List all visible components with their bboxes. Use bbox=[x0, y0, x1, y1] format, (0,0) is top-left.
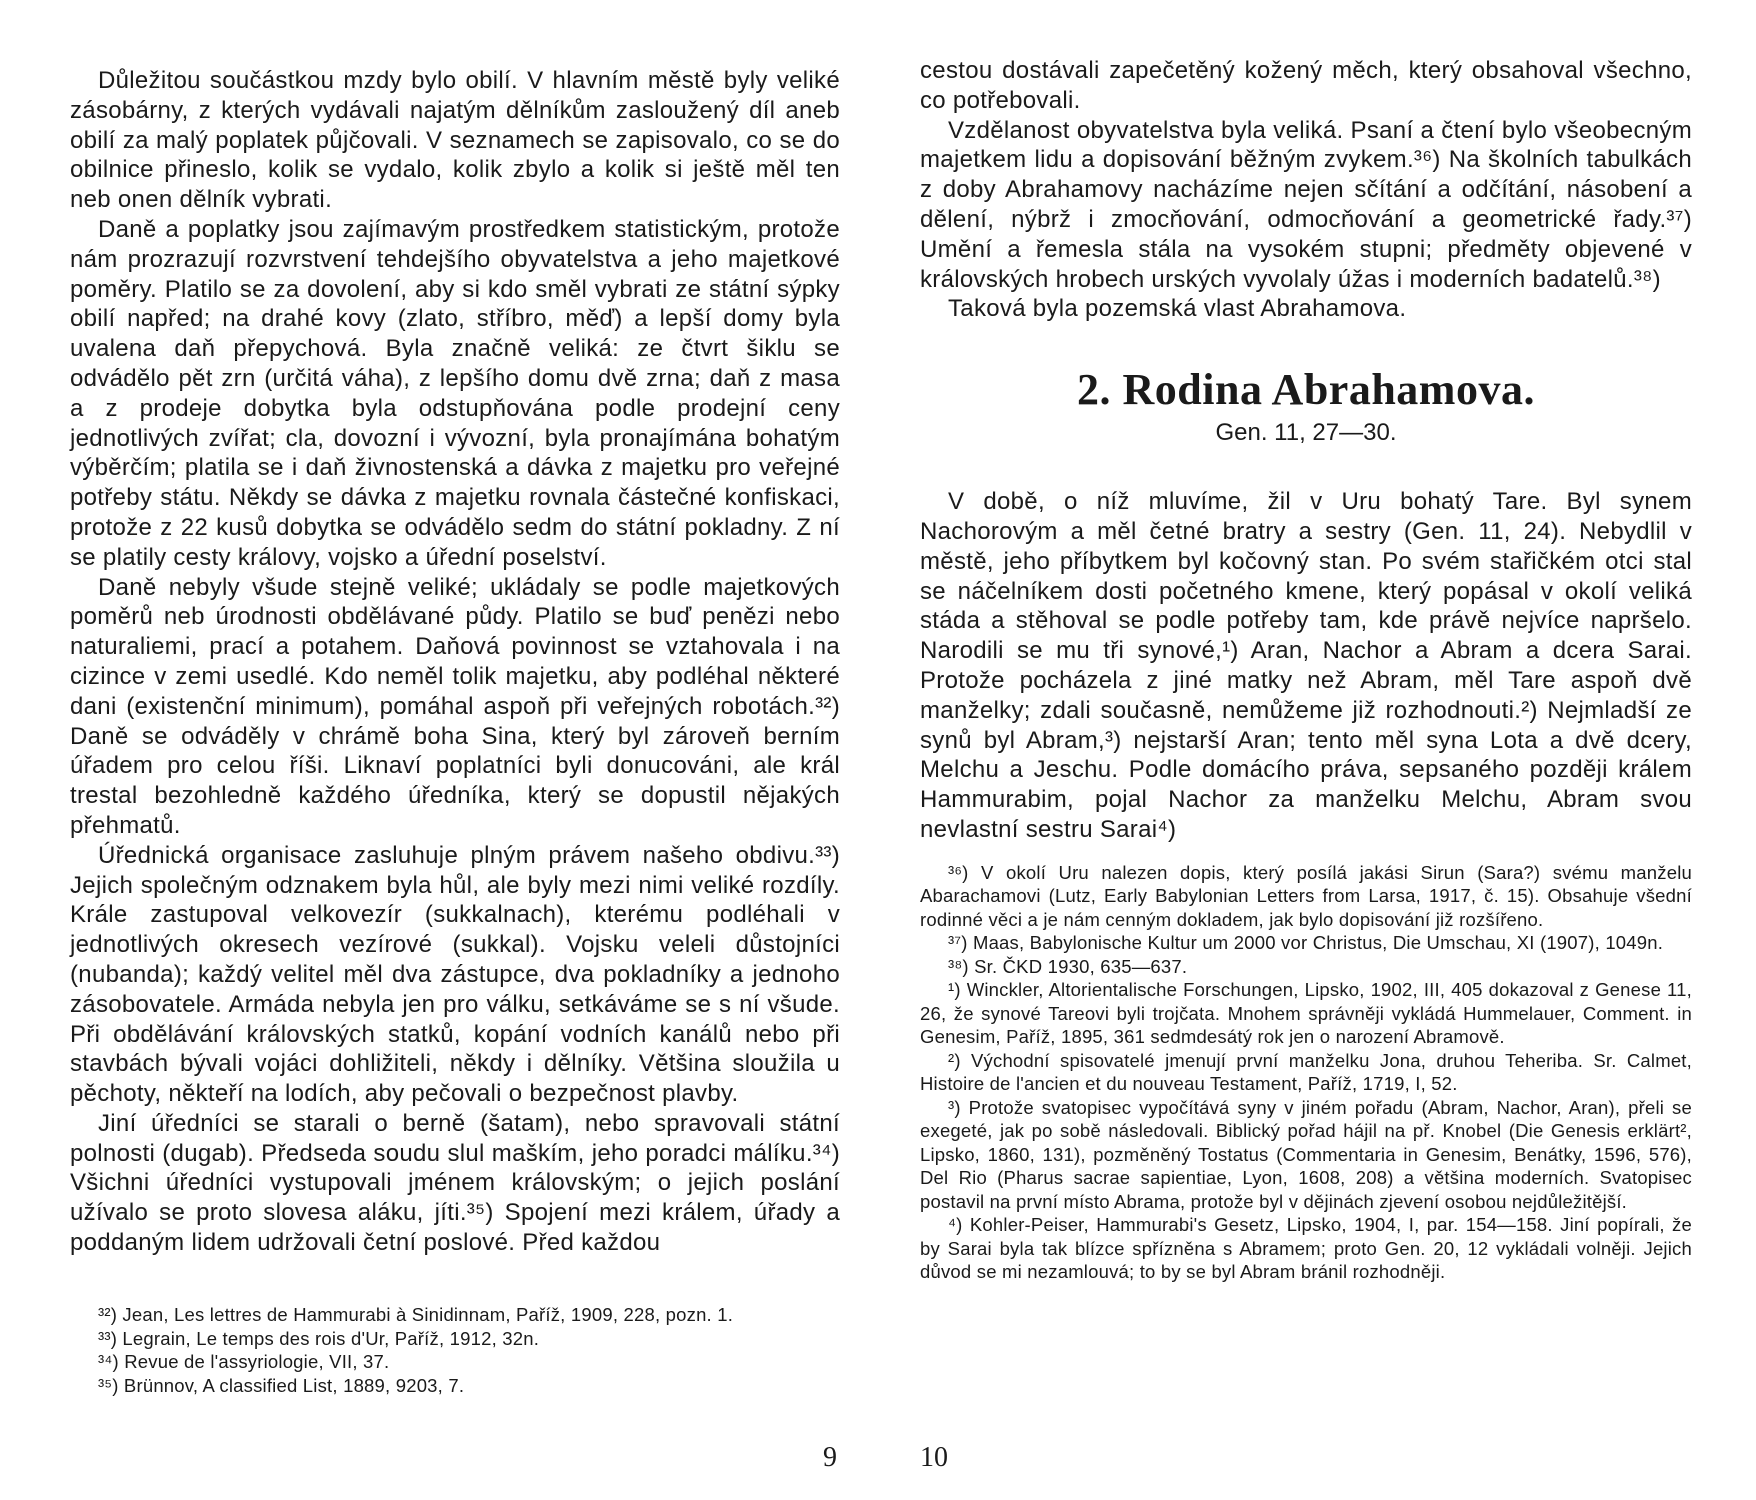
right-paragraph: Taková byla pozemská vlast Abrahamova. bbox=[948, 295, 1407, 323]
page-number: 10 bbox=[920, 1442, 948, 1473]
footnote: ³⁸) Sr. ČKD 1930, 635—637. bbox=[948, 955, 1188, 977]
left-paragraph: Daně nebyly všude stejně veliké; ukládaly se podle majetkových poměrů neb úrodnosti obdělávané půdy. Platilo se buď penězi nebo naturaliemi, prací a potahem. Daňová povinnost se vztahovala i na cizince v zemi usedlé. Kdo neměl tolik majetku, aby podléhal některé dani (existenční minimum), pomáhal aspoň při veřejných robotách.³²) Daně se odváděly v chrámě boha Sina, který byl zároveň berním úřadem pro celou říši. Liknaví poplatníci byli donucováni, ale král trestal bezohledně každého úředníka, který se dopustil nějakých přehmatů. bbox=[70, 573, 840, 839]
left-body-text bbox=[70, 66, 840, 1258]
right-footnotes bbox=[920, 861, 1692, 1284]
right-paragraph: Vzdělanost obyvatelstva byla veliká. Psaní a čtení bylo všeobecným majetkem lidu a dopisování běžným zvykem.³⁶) Na školních tabulkách z doby Abrahamovy nacházíme nejen sčítání a odčítání, násobení a dělení, nýbrž i zmocňování, odmocňování a geometrické řady.³⁷) Umění a řemesla stála na vysokém stupni; předměty objevené v královských hrobech urských vyvolaly úžas i moderních badatelů.³⁸) bbox=[920, 116, 1692, 293]
right-page bbox=[878, 0, 1756, 1500]
right-paragraph: cestou dostávali zapečetěný kožený měch, který obsahoval všechno, co potřebovali. bbox=[920, 57, 1692, 114]
chapter-reference: Gen. 11, 27—30. bbox=[1215, 419, 1397, 447]
footnote: ³⁷) Maas, Babylonische Kultur um 2000 vor Christus, Die Umschau, XI (1907), 1049n. bbox=[948, 932, 1664, 954]
left-paragraph: Daně a poplatky jsou zajímavým prostředkem statistickým, protože nám prozrazují rozvrstvení tehdejšího obyvatelstva a jeho majetkové poměry. Platilo se za dovolení, aby si kdo směl vybrati ze státní sýpky obilí napřed; na drahé kovy (zlato, stříbro, měď) a lepší domy byla uvalena daň přepychová. Byla značně veliká: ze čtvrt šiklu se odvádělo pět zrn (určitá váha), z lepšího domu dvě zrna; daň z masa a z prodeje dobytka byla odstupňována podle prodejní ceny jednotlivých zvířat; cla, dovozní i vývozní, byla pronajímána bohatým výběrčím; platila se i daň živnostenská a dávka z majetku pro veřejné potřeby státu. Někdy se dávka z majetku rovnala částečné konfiskaci, protože z 22 kusů dobytka se odvádělo sedm do státní pokladny. Z ní se platily cesty královy, vojsko a úřední poselství. bbox=[70, 215, 840, 571]
chapter-heading: 2. Rodina Abrahamova. bbox=[1077, 365, 1535, 415]
footnote: ⁴) Kohler-Peiser, Hammurabi's Gesetz, Lipsko, 1904, I, par. 154—158. Jiní popírali, že by Sarai byla tak blízce spřízněna s Abramem; proto Gen. 20, 12 vykládali volněji. Jejich důvod se mi nezamlouvá; to by se byl Abram bránil rozhodněji. bbox=[920, 1214, 1692, 1283]
right-paragraph: V době, o níž mluvíme, žil v Uru bohatý Tare. Byl synem Nachorovým a měl četné bratry a sestry (Gen. 11, 24). Nebydlil v městě, jeho příbytkem byl kočovný stan. Po svém stařičkém otci stal se náčelníkem dosti početného kmene, který popásal v okolí veliká stáda a stěhoval se podle potřeby tam, kde právě nejvíce napršelo. Narodili se mu tři synové,¹) Aran, Nachor a Abram a dcera Sarai. Protože pocházela z jiné matky než Abram, měl Tare aspoň dvě manželky; zdali současně, nemůžeme již rozhodnouti.²) Nejmladší ze synů byl Abram,³) nejstarší Aran; tento měl syna Lota a dvě dcery, Melchu a Jeschu. Podle domácího práva, sepsaného později králem Hammurabim, pojal Nachor za manželku Melchu, Abram svou nevlastní sestru Sarai⁴) bbox=[920, 488, 1692, 843]
left-footnotes bbox=[70, 1303, 840, 1397]
footnote: ³³) Legrain, Le temps des rois d'Ur, Paříž, 1912, 32n. bbox=[98, 1327, 540, 1349]
left-paragraph: Důležitou součástkou mzdy bylo obilí. V hlavním městě byly veliké zásobárny, z kterých vydávali najatým dělníkům zasloužený díl aneb obilí za malý poplatek půjčovali. V seznamech se zapisovalo, co se do obilnice přineslo, kolik se vydalo, kolik zbylo a kolik si ještě měl ten neb onen dělník vybrati. bbox=[70, 67, 840, 214]
footnote: ³⁶) V okolí Uru nalezen dopis, který posílá jakási Sirun (Sara?) svému manželu Abarachamovi (Lutz, Early Babylonian Letters from Larsa, 1917, č. 15). Obsahuje všední rodinné věci a je nám cenným dokladem, jak bylo dopisování již rozšířeno. bbox=[920, 861, 1692, 930]
footnote: ¹) Winckler, Altorientalische Forschungen, Lipsko, 1902, III, 405 dokazoval z Genese 11, 26, že synové Tareovi byli trojčata. Mnohem správněji vykládá Hummelauer, Comment. in Genesim, Paříž, 1895, 361 sedmdesátý rok jen o narození Abramově. bbox=[920, 979, 1692, 1048]
page-number: 9 bbox=[823, 1442, 837, 1473]
left-paragraph: Jiní úředníci se starali o berně (šatam), nebo spravovali státní polnosti (dugab). Předseda soudu slul maškím, jeho poradci málíku.³⁴) Všichni úředníci vystupovali jménem královským; o jejich poslání užívalo se proto slovesa aláku, jíti.³⁵) Spojení mezi králem, úřady a poddaným lidem udržovali četní poslové. Před každou bbox=[70, 1109, 840, 1257]
left-paragraph: Úřednická organisace zasluhuje plným právem našeho obdivu.³³) Jejich společným odznakem byla hůl, ale byly mezi nimi veliké rozdíly. Krále zastupoval velkovezír (sukkalnach), kterému podléhali v jednotlivých okresech vezírové (sukkal). Vojsku veleli důstojníci (nubanda); každý velitel měl dva zástupce, dva pokladníky a jednoho zásobovatele. Armáda nebyla jen pro válku, setkáváme se s ní všude. Při obdělávání královských statků, kopání vodních kanálů nebo při stavbách bývali vojáci dohližiteli, někdy i dělníky. Většina sloužila u pěchoty, někteří na lodích, aby pečovali o bezpečnost plavby. bbox=[70, 841, 840, 1108]
footnote: ³²) Jean, Les lettres de Hammurabi à Sinidinnam, Paříž, 1909, 228, pozn. 1. bbox=[98, 1304, 734, 1325]
footnote: ³⁵) Brünnov, A classified List, 1889, 9203, 7. bbox=[98, 1374, 465, 1396]
footnote: ³⁴) Revue de l'assyriologie, VII, 37. bbox=[98, 1351, 390, 1372]
footnote: ³) Protože svatopisec vypočítává syny v jiném pořadu (Abram, Nachor, Aran), přeli se exegeté, jak po sobě následovali. Biblický pořad hájil na př. Knobel (Die Genesis erklärt², Lipsko, 1860, 131), pozměněný Tostatus (Commentaria in Genesim, Benátky, 1596, 576), Del Rio (Pharus sacrae sapientiae, Lyon, 1608, 208) a většina moderních. Svatopisec postavil na první místo Abrama, protože byl v dějinách zjevení osobou nejdůležitější. bbox=[920, 1096, 1692, 1212]
right-body-text bbox=[920, 56, 1692, 1284]
footnote: ²) Východní spisovatelé jmenují první manželku Jona, druhou Teheriba. Sr. Calmet, Histoire de l'ancien et du nouveau Testament, Paříž, 1719, I, 52. bbox=[920, 1049, 1692, 1095]
